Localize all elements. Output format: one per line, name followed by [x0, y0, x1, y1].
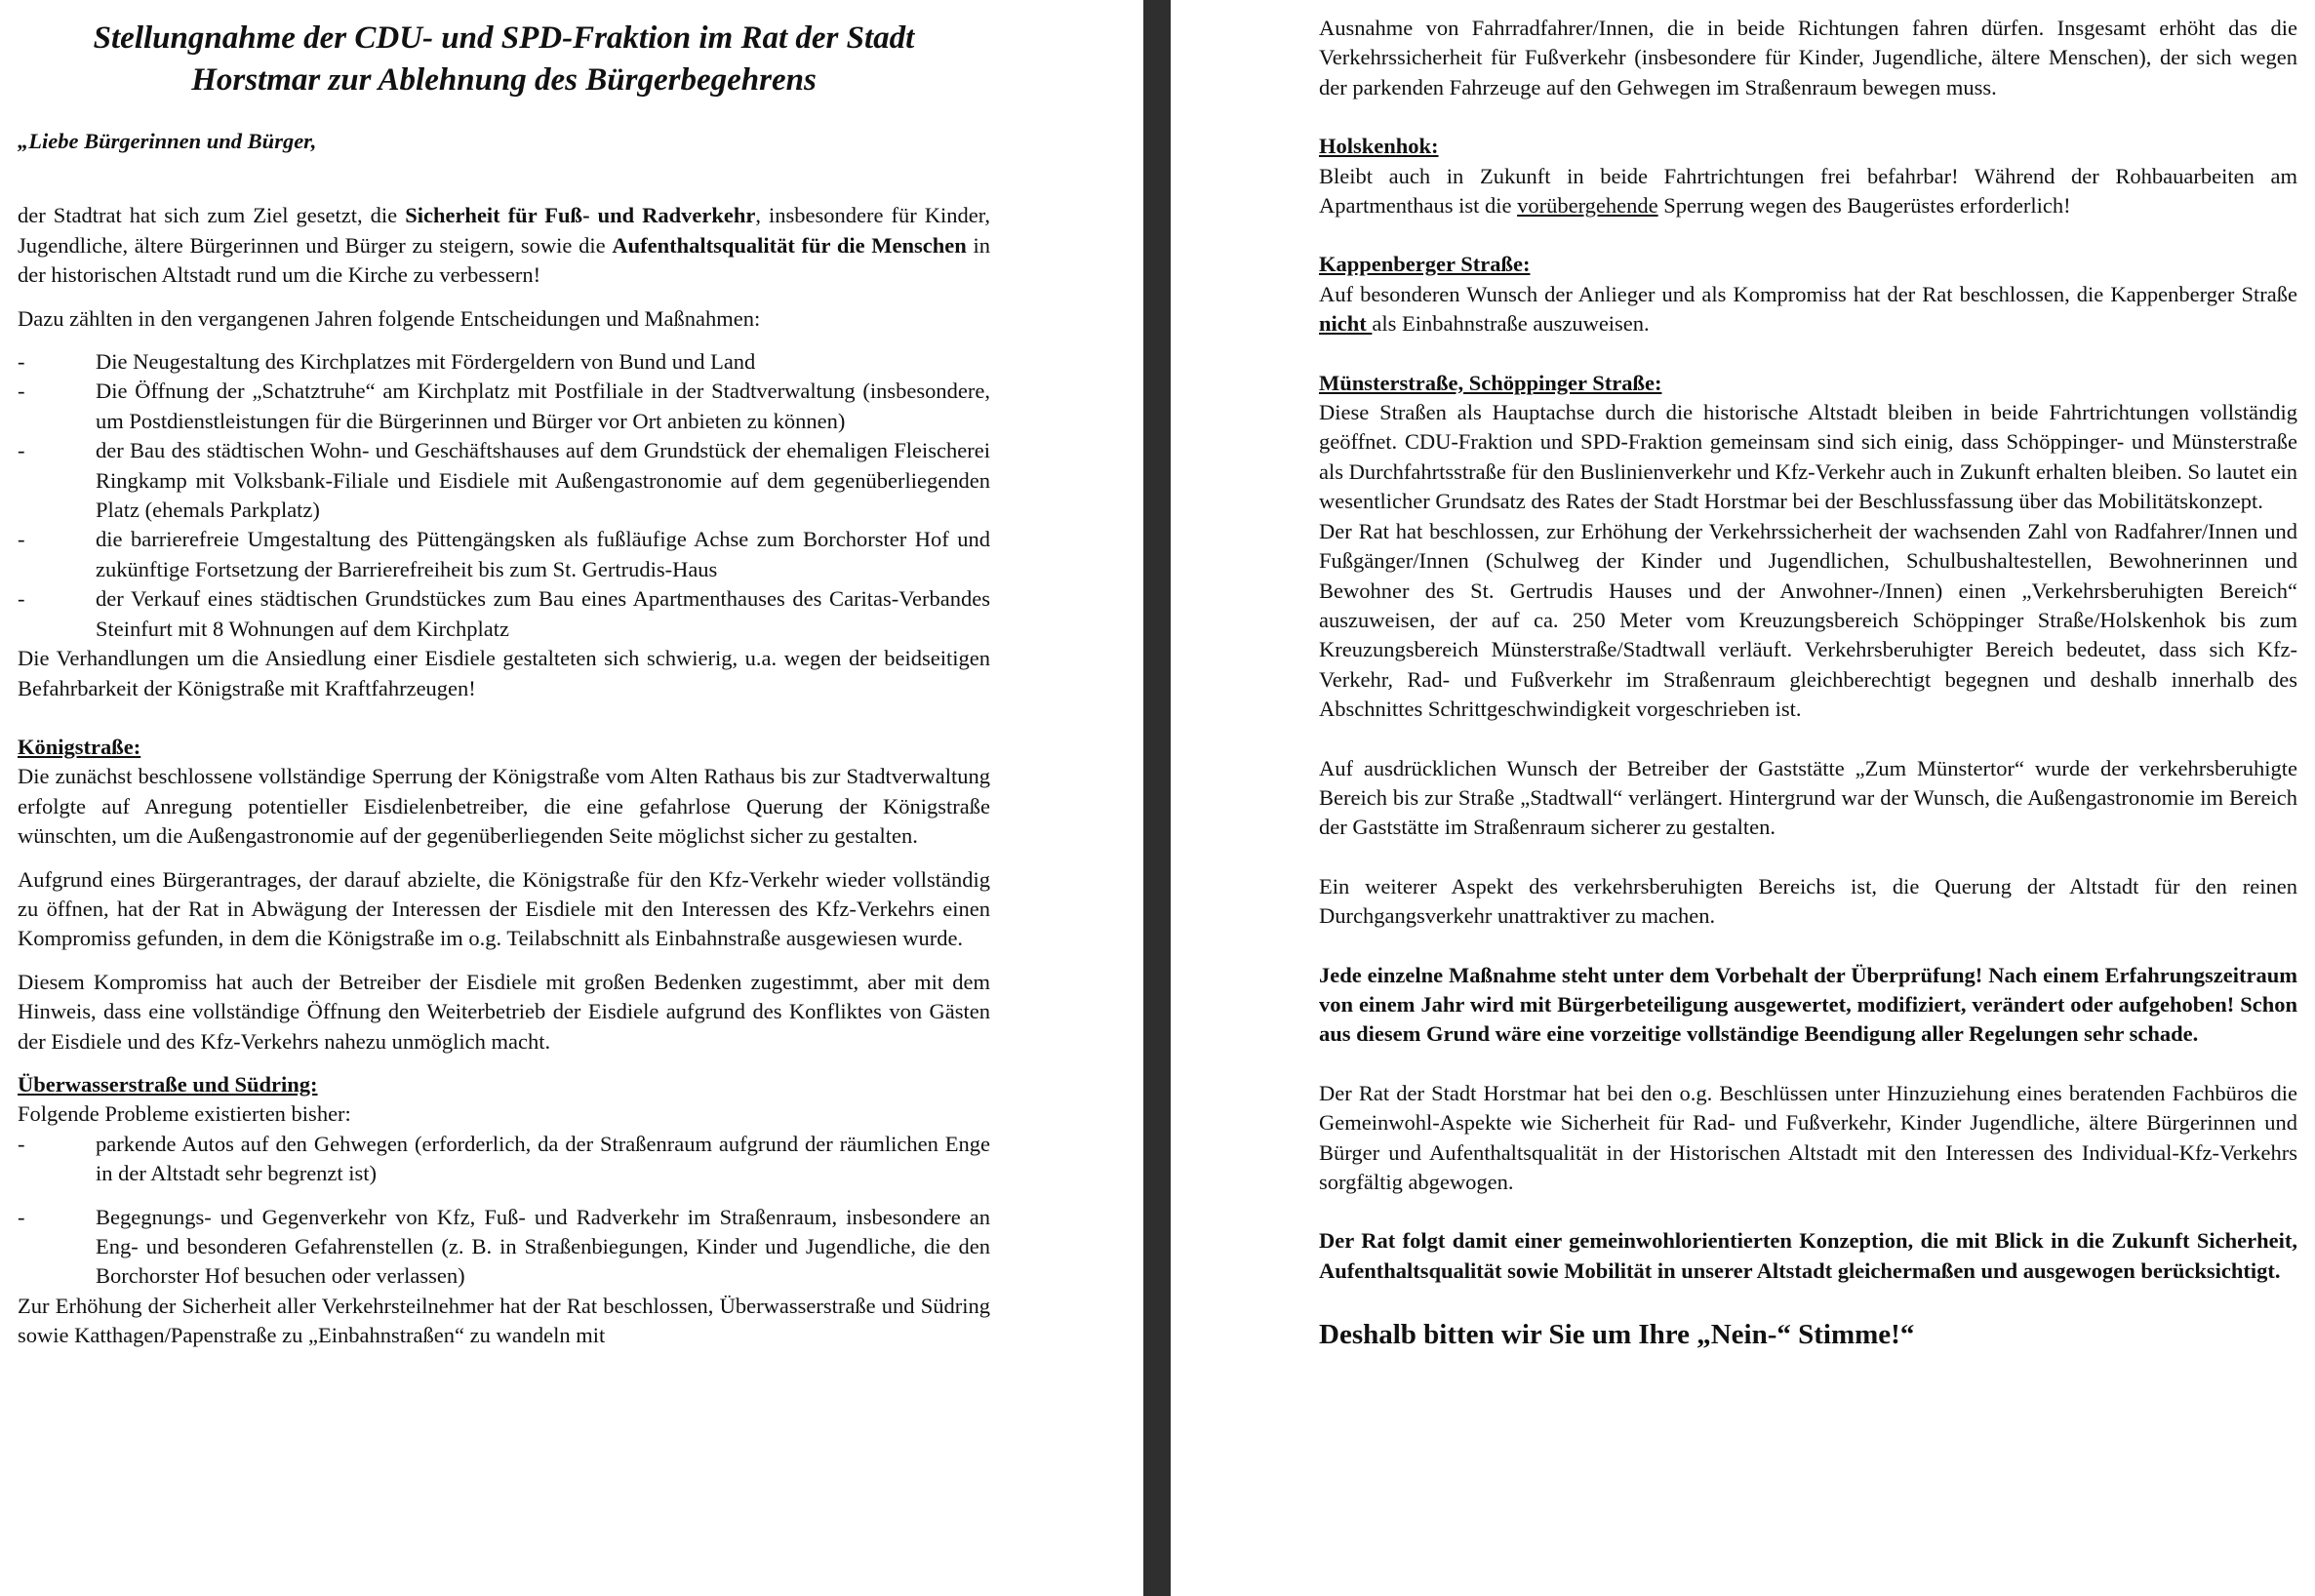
- closing-appeal: Deshalb bitten wir Sie um Ihre „Nein-“ Stimme!“: [1319, 1319, 1915, 1351]
- kappenberger-text-c: als Einbahnstraße auszuweisen.: [1372, 311, 1650, 337]
- intro-paragraph: [18, 201, 990, 290]
- ueberwasserstrasse-intro: Folgende Probleme existierten bisher:: [18, 1101, 351, 1127]
- intro-text-c: , insbesondere für Kinder, Jugendliche, ältere Bürgerinnen und Bürger zu steigern, sowie die: [18, 203, 990, 258]
- intro-text-a: der Stadtrat hat sich zum Ziel gesetzt, die: [18, 203, 406, 228]
- page-gutter: [1143, 0, 1171, 1596]
- koenigstrasse-heading: Königstraße:: [18, 734, 141, 759]
- list-item: - die barrierefreie Umgestaltung des Püttengängsken als fußläufige Achse zum Borchorster Hof und zukünftige Fortsetzung der Barrierefreiheit bis zum St. Gertrudis-Haus: [18, 525, 990, 584]
- intro-text-e: in der historischen Altstadt rund um die Kirche zu verbessern!: [18, 232, 991, 288]
- left-page-content: [18, 18, 990, 1351]
- document-title: [18, 18, 990, 101]
- holskenhok-text-c: Sperrung wegen des Baugerüstes erforderlich!: [1657, 193, 2071, 219]
- continuation-paragraph: Ausnahme von Fahrradfahrer/Innen, die in beide Richtungen fahren dürfen. Insgesamt erhöht das die Verkehrssicherheit für Fußverkehr (insbesondere für Kinder, Jugendliche, ältere Menschen), der sich wegen der parkenden Fahrzeuge auf den Gehwegen im Straßenraum bewegen muss.: [1319, 16, 2297, 100]
- holskenhok-paragraph: [1319, 162, 2297, 221]
- ueberwasserstrasse-paragraph: Zur Erhöhung der Sicherheit aller Verkehrsteilnehmer hat der Rat beschlossen, Überwasserstraße und Südring sowie Katthagen/Papenstraße zu „Einbahnstraßen“ zu wandeln mit: [18, 1293, 990, 1348]
- vorbehalt-paragraph: Jede einzelne Maßnahme steht unter dem Vorbehalt der Überprüfung! Nach einem Erfahrungszeitraum von einem Jahr wird mit Bürgerbeteiligung ausgewertet, modifiziert, verändert oder aufgehoben! Schon aus diesem Grund wäre eine vorzeitige vollständige Beendigung aller Regelungen sehr schade.: [1319, 962, 2297, 1047]
- right-page: [1171, 0, 2315, 1596]
- list-item: - parkende Autos auf den Gehwegen (erforderlich, da der Straßenraum aufgrund der räumlichen Enge in der Altstadt sehr begrenzt ist): [18, 1130, 990, 1189]
- title-line-2: Horstmar zur Ablehnung des Bürgerbegehrens: [191, 62, 817, 98]
- list-item: - Die Neugestaltung des Kirchplatzes mit Fördergeldern von Bund und Land: [18, 347, 990, 377]
- list-item: - der Verkauf eines städtischen Grundstückes zum Bau eines Apartmenthauses des Caritas-Verbandes Steinfurt mit 8 Wohnungen auf dem Kirchplatz: [18, 584, 990, 644]
- right-page-content: [1319, 14, 2297, 1354]
- holskenhok-text-a: Bleibt auch in Zukunft in beide Fahrtrichtungen frei befahrbar! Während der Rohbauarbeiten am Apartmenthaus ist die: [1319, 163, 2297, 219]
- muensterstrasse-paragraph-1: Diese Straßen als Hauptachse durch die historische Altstadt bleiben in beide Fahrtrichtungen vollständig geöffnet. CDU-Fraktion und SPD-Fraktion gemeinsam sind sich einig, dass Schöppinger- und Münsterstraße als Durchfahrtsstraße für den Buslinienverkehr und Kfz-Verkehr auch in Zukunft erhalten bleiben. So lautet ein wesentlicher Grundsatz des Rates der Stadt Horstmar bei der Beschlussfassung über das Mobilitätskonzept.: [1319, 400, 2297, 514]
- muensterstrasse-paragraph-2: Der Rat hat beschlossen, zur Erhöhung der Verkehrssicherheit der wachsenden Zahl von Radfahrer/Innen und Fußgänger/Innen (Schulweg der Kinder und Jugendlichen, Schulbushaltestellen, Bewohnerinnen und Bewohner des St. Gertrudis Hauses und der Anwohner-/Innen) einen „Verkehrsberuhigten Bereich“ auszuweisen, der auf ca. 250 Meter vom Kreuzungsbereich Schöppinger Straße/Holskenhok bis zum Kreuzungsbereich Münsterstraße/Stadtwall verläuft. Verkehrsberuhigter Bereich bedeutet, dass sich Kfz-Verkehr, Rad- und Fußverkehr im Straßenraum gleichberechtigt begegnen und deshalb innerhalb des Abschnittes Schrittgeschwindigkeit vorgeschrieben ist.: [1319, 518, 2297, 722]
- eisdiele-paragraph: Die Verhandlungen um die Ansiedlung einer Eisdiele gestalteten sich schwierig, u.a. wegen der beidseitigen Befahrbarkeit der Königstraße mit Kraftfahrzeugen!: [18, 646, 990, 700]
- measures-list: [18, 347, 990, 644]
- aspekt-paragraph: Ein weiterer Aspekt des verkehrsberuhigten Bereichs ist, die Querung der Altstadt für den reinen Durchgangsverkehr unattraktiver zu machen.: [1319, 873, 2297, 929]
- ueberwasserstrasse-heading: Überwasserstraße und Südring:: [18, 1071, 318, 1097]
- left-page: [0, 0, 1143, 1596]
- holskenhok-heading: Holskenhok:: [1319, 134, 1439, 159]
- kappenberger-heading: Kappenberger Straße:: [1319, 252, 1531, 277]
- problems-list: [18, 1130, 990, 1292]
- list-item: - Begegnungs- und Gegenverkehr von Kfz, Fuß- und Radverkehr im Straßenraum, insbesondere an Eng- und besonderen Gefahrenstellen (z. B. in Straßenbiegungen, Kinder und Jugendliche, die den Borchorster Hof besuchen oder verlassen): [18, 1203, 990, 1292]
- kappenberger-text-a: Auf besonderen Wunsch der Anlieger und als Kompromiss hat der Rat beschlossen, die Kappenberger Straße: [1319, 281, 2297, 306]
- koenigstrasse-paragraph-1: Die zunächst beschlossene vollständige Sperrung der Königstraße vom Alten Rathaus bis zur Stadtverwaltung erfolgte auf Anregung potentieller Eisdielenbetreiber, die eine gefahrlose Querung der Königstraße wünschten, um die Außengastronomie auf der gegenüberliegenden Seite möglichst sicher zu gestalten.: [18, 764, 990, 849]
- muenstertor-paragraph: Auf ausdrücklichen Wunsch der Betreiber der Gaststätte „Zum Münstertor“ wurde der verkehrsberuhigte Bereich bis zur Straße „Stadtwall“ verlängert. Hintergrund war der Wunsch, die Außengastronomie im Bereich der Gaststätte im Straßenraum sicherer zu gestalten.: [1319, 755, 2297, 840]
- kappenberger-paragraph: [1319, 280, 2297, 339]
- intro-text-b: Sicherheit für Fuß- und Radverkehr: [405, 203, 756, 228]
- koenigstrasse-paragraph-2: Aufgrund eines Bürgerantrages, der darauf abzielte, die Königstraße für den Kfz-Verkehr wieder vollständig zu öffnen, hat der Rat in Abwägung der Interessen der Eisdiele mit den Interessen des Kfz-Verkehrs einen Kompromiss gefunden, in dem die Königstraße im o.g. Teilabschnitt als Einbahnstraße ausgewiesen wurde.: [18, 866, 990, 951]
- kappenberger-text-b: nicht: [1319, 311, 1373, 337]
- title-line-1: Stellungnahme der CDU- und SPD-Fraktion im Rat der Stadt: [93, 20, 915, 56]
- konzeption-paragraph: Der Rat folgt damit einer gemeinwohlorientierten Konzeption, die mit Blick in die Zukunft Sicherheit, Aufenthaltsqualität sowie Mobilität in unserer Altstadt gleichermaßen und ausgewogen berücksichtigt.: [1319, 1228, 2297, 1283]
- salutation: „Liebe Bürgerinnen und Bürger,: [18, 129, 317, 153]
- holskenhok-text-b: vorübergehende: [1517, 193, 1658, 219]
- measures-intro: Dazu zählten in den vergangenen Jahren folgende Entscheidungen und Maßnahmen:: [18, 305, 761, 331]
- koenigstrasse-paragraph-3: Diesem Kompromiss hat auch der Betreiber der Eisdiele mit großen Bedenken zugestimmt, aber mit dem Hinweis, dass eine vollständige Öffnung den Weiterbetrieb der Eisdiele aufgrund des Konfliktes von Gästen der Eisdiele und des Kfz-Verkehrs nahezu unmöglich macht.: [18, 969, 990, 1054]
- list-item: - der Bau des städtischen Wohn- und Geschäftshauses auf dem Grundstück der ehemaligen Fleischerei Ringkamp mit Volksbank-Filiale und Eisdiele mit Außengastronomie auf dem gegenüberliegenden Platz (ehemals Parkplatz): [18, 436, 990, 525]
- muensterstrasse-heading: Münsterstraße, Schöppinger Straße:: [1319, 370, 1662, 395]
- list-item: - Die Öffnung der „Schatztruhe“ am Kirchplatz mit Postfiliale in der Stadtverwaltung (insbesondere, um Postdienstleistungen für die Bürgerinnen und Bürger vor Ort anbieten zu können): [18, 377, 990, 436]
- intro-text-d: Aufenthaltsqualität für die Menschen: [612, 232, 967, 258]
- fachbuero-paragraph: Der Rat der Stadt Horstmar hat bei den o.g. Beschlüssen unter Hinzuziehung eines beratenden Fachbüros die Gemeinwohl-Aspekte wie Sicherheit für Rad- und Fußverkehr, Kinder Jugendliche, ältere Bürgerinnen und Bürger und Aufenthaltsqualität in der Historischen Altstadt mit den Interessen des Individual-Kfz-Verkehrs sorgfältig abgewogen.: [1319, 1080, 2297, 1194]
